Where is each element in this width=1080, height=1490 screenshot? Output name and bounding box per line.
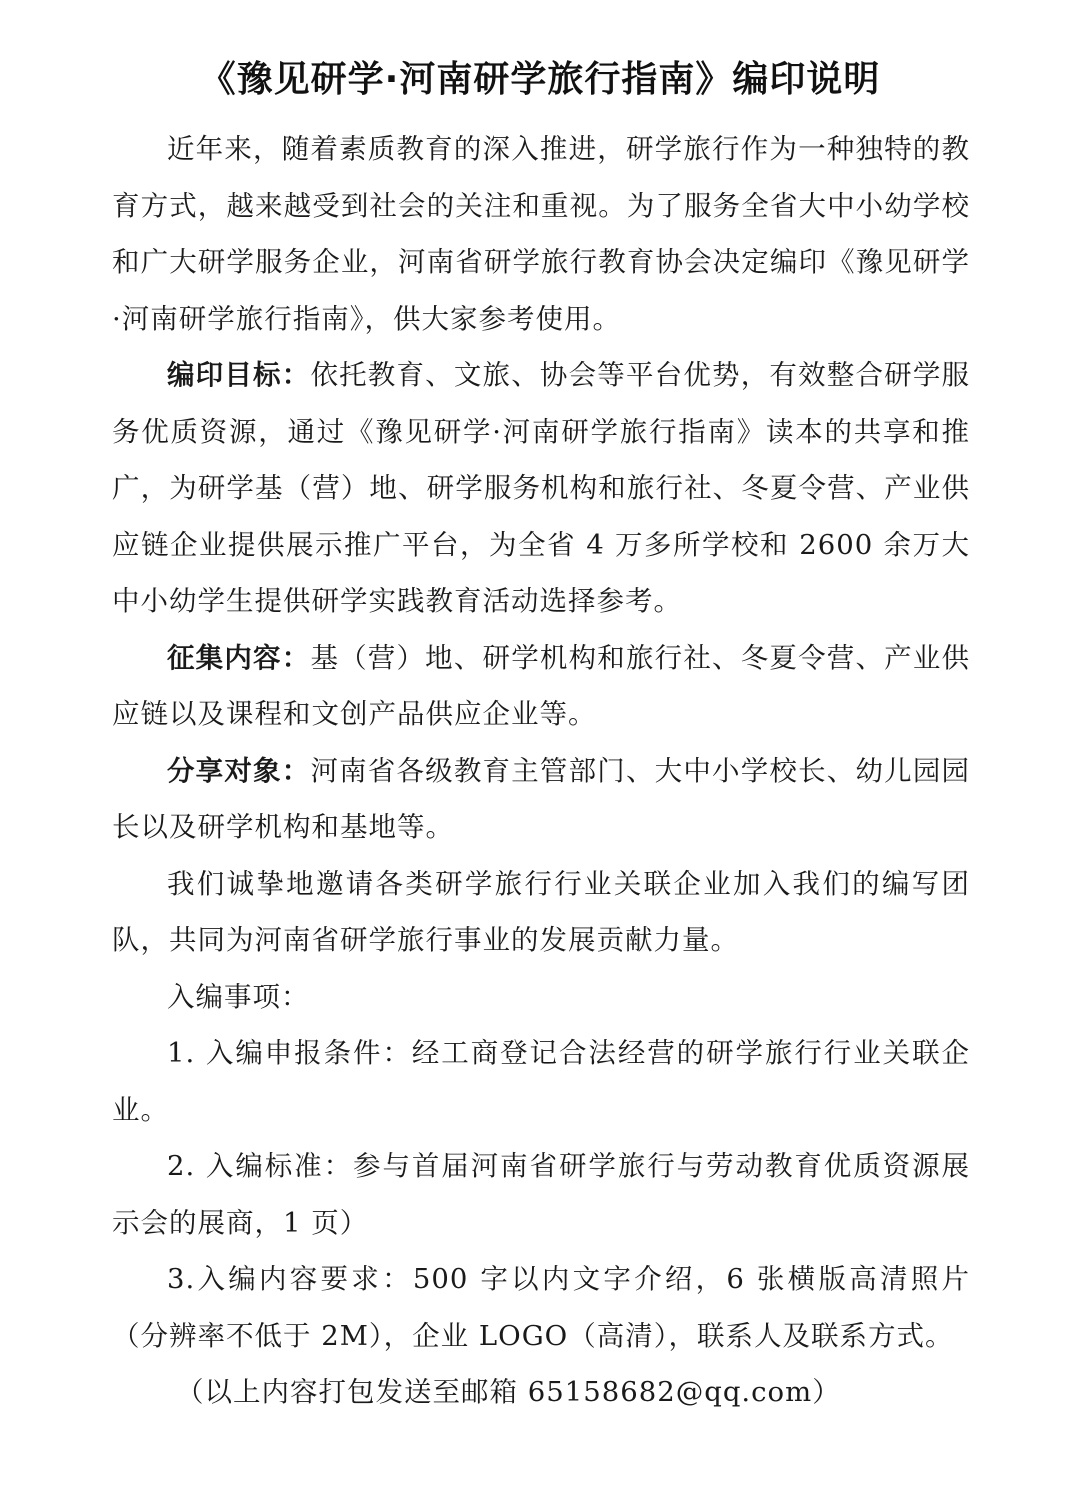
audience-text: 河南省各级教育主管部门、大中小学校长、幼儿园园长以及研学机构和基地等。	[112, 754, 971, 843]
collect-paragraph	[112, 630, 970, 743]
item-3: 3.入编内容要求：500 字以内文字介绍，6 张横版高清照片（分辨率不低于 2M），企业 LOGO（高清），联系人及联系方式。	[112, 1263, 970, 1352]
invitation-paragraph: 我们诚挚地邀请各类研学旅行行业关联企业加入我们的编写团队，共同为河南省研学旅行事业的发展贡献力量。	[112, 867, 970, 956]
items-heading: 入编事项：	[167, 980, 310, 1013]
audience-paragraph	[112, 743, 970, 856]
document-body	[112, 121, 970, 1421]
item-2: 2. 入编标准：参与首届河南省研学旅行与劳动教育优质资源展示会的展商，1 页）	[112, 1150, 970, 1239]
goal-text: 依托教育、文旅、协会等平台优势，有效整合研学服务优质资源，通过《豫见研学·河南研学旅行指南》读本的共享和推广，为研学基（营）地、研学服务机构和旅行社、冬夏令营、产业供应链企业提供展示推广平台，为全省 4 万多所学校和 2600 余万大中小幼学生提供研学实践教育活动选择参考。	[112, 359, 971, 617]
contact-note: （以上内容打包发送至邮箱 65158682@qq.com）	[176, 1376, 841, 1408]
collect-label: 征集内容：	[167, 641, 311, 674]
intro-paragraph: 近年来，随着素质教育的深入推进，研学旅行作为一种独特的教育方式，越来越受到社会的关注和重视。为了服务全省大中小幼学校和广大研学服务企业，河南省研学旅行教育协会决定编印《豫见研学·河南研学旅行指南》，供大家参考使用。	[112, 133, 970, 335]
item-1: 1. 入编申报条件：经工商登记合法经营的研学旅行行业关联企业。	[112, 1037, 970, 1126]
document-title: 《豫见研学·河南研学旅行指南》编印说明	[199, 59, 881, 100]
audience-label: 分享对象：	[167, 754, 311, 787]
collect-text: 基（营）地、研学机构和旅行社、冬夏令营、产业供应链以及课程和文创产品供应企业等。	[112, 641, 971, 730]
goal-paragraph	[112, 347, 970, 630]
goal-label: 编印目标：	[167, 359, 311, 391]
